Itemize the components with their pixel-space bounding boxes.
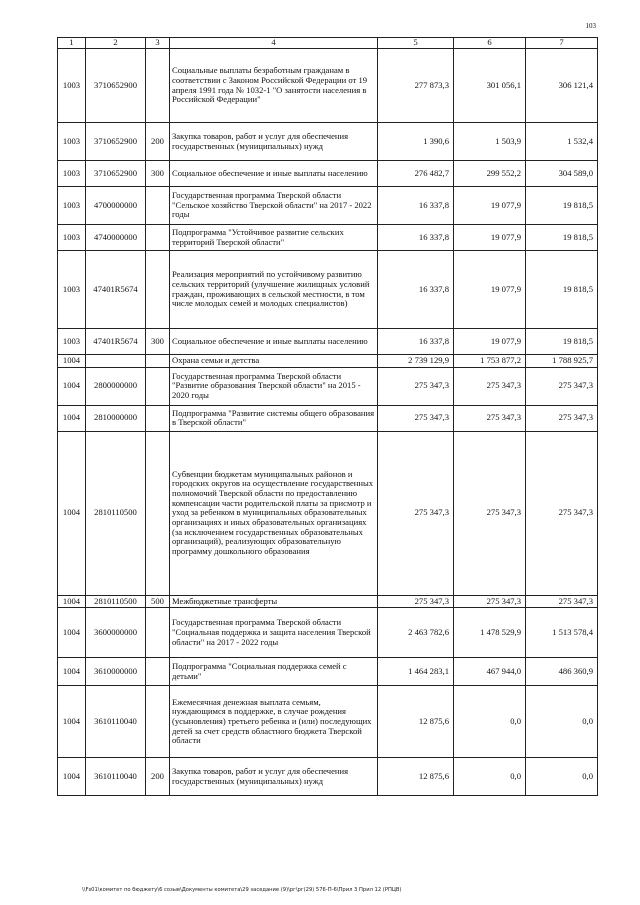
amount-col7: 0,0	[526, 758, 598, 796]
target-article-code: 2810110500	[86, 431, 146, 595]
amount-col7: 306 121,4	[526, 49, 598, 123]
section-code: 1003	[58, 225, 86, 251]
expense-type-code	[146, 251, 170, 329]
header-cell: 5	[378, 38, 454, 49]
expense-type-code	[146, 608, 170, 658]
target-article-code: 3710652900	[86, 49, 146, 123]
section-code: 1004	[58, 405, 86, 431]
expense-type-code	[146, 225, 170, 251]
table-row	[58, 225, 598, 251]
table-row	[58, 355, 598, 368]
table-row	[58, 758, 598, 796]
section-code: 1004	[58, 686, 86, 758]
section-code: 1004	[58, 595, 86, 608]
expense-type-code: 500	[146, 595, 170, 608]
amount-col6: 19 077,9	[454, 187, 526, 225]
amount-col6: 275 347,3	[454, 595, 526, 608]
table-row	[58, 367, 598, 405]
amount-col5: 1 390,6	[378, 123, 454, 161]
amount-col5: 16 337,8	[378, 329, 454, 355]
amount-col5: 275 347,3	[378, 405, 454, 431]
item-name: Охрана семьи и детства	[170, 355, 378, 368]
item-name: Субвенции бюджетам муниципальных районов и городских округов на осуществление государственных полномочий Тверской области по предоставлению компенсации части родительской платы за присмотр и уход за ребенком в муниципальных образовательных организациях и иных образовательных организациях (за исключением государственных образовательных организаций), реализующих образовательную программу дошкольного образования	[170, 431, 378, 595]
expense-type-code	[146, 405, 170, 431]
target-article-code: 2810000000	[86, 405, 146, 431]
amount-col6: 19 077,9	[454, 225, 526, 251]
section-code: 1004	[58, 431, 86, 595]
item-name: Подпрограмма "Социальная поддержка семей с детьми"	[170, 658, 378, 686]
section-code: 1003	[58, 329, 86, 355]
expense-type-code	[146, 355, 170, 368]
amount-col5: 275 347,3	[378, 367, 454, 405]
amount-col6: 19 077,9	[454, 329, 526, 355]
table-row	[58, 608, 598, 658]
amount-col6: 275 347,3	[454, 405, 526, 431]
target-article-code: 3710652900	[86, 161, 146, 187]
item-name: Закупка товаров, работ и услуг для обеспечения государственных (муниципальных) нужд	[170, 123, 378, 161]
item-name: Ежемесячная денежная выплата семьям, нуждающимся в поддержке, в случае рождения (усыновления) третьего ребенка и (или) последующих детей за счет средств областного бюджета Тверской области	[170, 686, 378, 758]
item-name: Межбюджетные трансферты	[170, 595, 378, 608]
amount-col5: 275 347,3	[378, 431, 454, 595]
item-name: Государственная программа Тверской области "Развитие образования Тверской области" на 2015 - 2020 годы	[170, 367, 378, 405]
table-row	[58, 595, 598, 608]
amount-col6: 275 347,3	[454, 431, 526, 595]
amount-col6: 299 552,2	[454, 161, 526, 187]
header-cell: 6	[454, 38, 526, 49]
table-row	[58, 161, 598, 187]
amount-col7: 275 347,3	[526, 595, 598, 608]
amount-col6: 1 753 877,2	[454, 355, 526, 368]
header-cell: 1	[58, 38, 86, 49]
amount-col7: 1 532,4	[526, 123, 598, 161]
target-article-code: 2800000000	[86, 367, 146, 405]
table-row	[58, 329, 598, 355]
expense-type-code	[146, 431, 170, 595]
amount-col5: 275 347,3	[378, 595, 454, 608]
section-code: 1004	[58, 608, 86, 658]
table-row	[58, 251, 598, 329]
section-code: 1004	[58, 367, 86, 405]
table-row	[58, 431, 598, 595]
table-row	[58, 187, 598, 225]
expense-type-code: 200	[146, 758, 170, 796]
item-name: Государственная программа Тверской области "Социальная поддержка и защита населения Тверской области" на 2017 - 2022 годы	[170, 608, 378, 658]
amount-col5: 16 337,8	[378, 187, 454, 225]
amount-col5: 16 337,8	[378, 251, 454, 329]
expense-type-code: 200	[146, 123, 170, 161]
amount-col7: 19 818,5	[526, 225, 598, 251]
amount-col5: 2 463 782,6	[378, 608, 454, 658]
expense-type-code	[146, 187, 170, 225]
item-name: Социальное обеспечение и иные выплаты населению	[170, 161, 378, 187]
amount-col5: 277 873,3	[378, 49, 454, 123]
amount-col7: 275 347,3	[526, 431, 598, 595]
item-name: Закупка товаров, работ и услуг для обеспечения государственных (муниципальных) нужд	[170, 758, 378, 796]
section-code: 1004	[58, 355, 86, 368]
amount-col7: 1 788 925,7	[526, 355, 598, 368]
target-article-code: 4740000000	[86, 225, 146, 251]
amount-col6: 0,0	[454, 758, 526, 796]
table-row	[58, 686, 598, 758]
amount-col6: 1 478 529,9	[454, 608, 526, 658]
table-row	[58, 123, 598, 161]
amount-col6: 467 944,0	[454, 658, 526, 686]
header-cell: 4	[170, 38, 378, 49]
expense-type-code	[146, 658, 170, 686]
section-code: 1003	[58, 251, 86, 329]
budget-table	[57, 37, 598, 796]
item-name: Реализация мероприятий по устойчивому развитию сельских территорий (улучшение жилищных условий граждан, проживающих в сельской местности, в том числе молодых семей и молодых специалистов)	[170, 251, 378, 329]
section-code: 1003	[58, 187, 86, 225]
section-code: 1003	[58, 123, 86, 161]
header-cell: 3	[146, 38, 170, 49]
table-row	[58, 49, 598, 123]
table-row	[58, 658, 598, 686]
expense-type-code	[146, 686, 170, 758]
amount-col5: 1 464 283,1	[378, 658, 454, 686]
amount-col6: 19 077,9	[454, 251, 526, 329]
expense-type-code: 300	[146, 329, 170, 355]
item-name: Подпрограмма "Развитие системы общего образования в Тверской области"	[170, 405, 378, 431]
amount-col7: 486 360,9	[526, 658, 598, 686]
amount-col6: 1 503,9	[454, 123, 526, 161]
amount-col7: 19 818,5	[526, 329, 598, 355]
section-code: 1003	[58, 49, 86, 123]
target-article-code: 3610000000	[86, 658, 146, 686]
amount-col7: 1 513 578,4	[526, 608, 598, 658]
amount-col5: 16 337,8	[378, 225, 454, 251]
header-cell: 7	[526, 38, 598, 49]
expense-type-code: 300	[146, 161, 170, 187]
target-article-code: 2810110500	[86, 595, 146, 608]
expense-type-code	[146, 367, 170, 405]
footer-file-path: \\Fs01\комитет по бюджету\6 созыв\Документы комитета\29 заседание (9)\рг\рг(29) 576-П-6\Прил 3 Прил 12 (РПЦВ)	[82, 887, 402, 893]
target-article-code: 3600000000	[86, 608, 146, 658]
section-code: 1004	[58, 758, 86, 796]
amount-col5: 2 739 129,9	[378, 355, 454, 368]
item-name: Социальное обеспечение и иные выплаты населению	[170, 329, 378, 355]
section-code: 1004	[58, 658, 86, 686]
amount-col5: 12 875,6	[378, 686, 454, 758]
target-article-code: 3610110040	[86, 686, 146, 758]
amount-col7: 19 818,5	[526, 251, 598, 329]
target-article-code	[86, 355, 146, 368]
target-article-code: 3610110040	[86, 758, 146, 796]
amount-col7: 304 589,0	[526, 161, 598, 187]
item-name: Социальные выплаты безработным гражданам в соответствии с Законом Российской Федерации от 19 апреля 1991 года № 1032-1 "О занятости населения в Российской Федерации"	[170, 49, 378, 123]
amount-col6: 301 056,1	[454, 49, 526, 123]
target-article-code: 4700000000	[86, 187, 146, 225]
item-name: Государственная программа Тверской области "Сельское хозяйство Тверской области" на 2017 - 2022 годы	[170, 187, 378, 225]
expense-type-code	[146, 49, 170, 123]
amount-col7: 275 347,3	[526, 367, 598, 405]
item-name: Подпрограмма "Устойчивое развитие сельских территорий Тверской области"	[170, 225, 378, 251]
target-article-code: 47401R5674	[86, 329, 146, 355]
section-code: 1003	[58, 161, 86, 187]
page-number: 103	[585, 22, 596, 30]
table-header-row	[58, 38, 598, 49]
target-article-code: 3710652900	[86, 123, 146, 161]
amount-col7: 0,0	[526, 686, 598, 758]
amount-col6: 0,0	[454, 686, 526, 758]
target-article-code: 47401R5674	[86, 251, 146, 329]
table-row	[58, 405, 598, 431]
amount-col7: 19 818,5	[526, 187, 598, 225]
amount-col5: 276 482,7	[378, 161, 454, 187]
amount-col7: 275 347,3	[526, 405, 598, 431]
amount-col6: 275 347,3	[454, 367, 526, 405]
header-cell: 2	[86, 38, 146, 49]
amount-col5: 12 875,6	[378, 758, 454, 796]
